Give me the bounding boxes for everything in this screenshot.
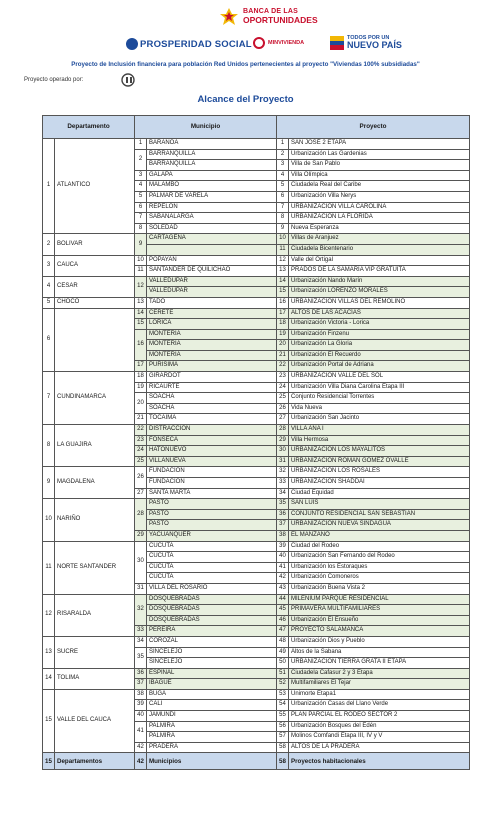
municipio-name: REPELON <box>147 202 277 213</box>
proyecto-name: Urbanización LORENZO MORALES <box>289 287 470 298</box>
municipio-name: PASTO <box>147 509 277 520</box>
proyecto-name: PROYECTO SALAMANCA <box>289 626 470 637</box>
project-title: Proyecto de Inclusión financiera para población Red Unidos pertenecientes al proyecto "Viviendas 100% subsidiadas" <box>71 61 420 68</box>
dept-number: 2 <box>43 234 55 255</box>
nuevo-pais-icon <box>330 36 344 50</box>
proyecto-name: Unimorte Etapa1 <box>289 689 470 700</box>
proyecto-name: PRADOS DE LA SAMARIA VIP GRATUITA <box>289 266 470 277</box>
proyecto-number: 25 <box>277 393 289 404</box>
proyecto-number: 17 <box>277 308 289 319</box>
municipio-number: 12 <box>135 276 147 297</box>
municipio-number: 19 <box>135 382 147 393</box>
proyecto-name: Urbanización Victoria - Lorica <box>289 319 470 330</box>
dept-number: 12 <box>43 594 55 636</box>
bank-crest-icon <box>218 6 240 28</box>
proyecto-number: 57 <box>277 732 289 743</box>
municipio-name: BARRANQUILLA <box>147 149 277 160</box>
dept-number: 13 <box>43 636 55 668</box>
table-footer-row <box>43 753 470 770</box>
proyecto-name: Ciudad del Rodeo <box>289 541 470 552</box>
proyecto-name: Urbanización Buena Vista 2 <box>289 583 470 594</box>
proyecto-name: Urbanización Villa Diana Carolina Etapa III <box>289 382 470 393</box>
dept-number: 7 <box>43 372 55 425</box>
municipio-name: YACUANQUER <box>147 530 277 541</box>
municipio-number: 4 <box>135 181 147 192</box>
municipio-name: CUCUTA <box>147 552 277 563</box>
proyecto-number: 46 <box>277 615 289 626</box>
table-row <box>43 594 470 605</box>
proyecto-number: 2 <box>277 149 289 160</box>
municipio-number: 28 <box>135 499 147 531</box>
municipio-name: LORICA <box>147 319 277 330</box>
dept-name: LA GUAJIRA <box>55 425 135 467</box>
municipio-name: CUCUTA <box>147 562 277 573</box>
municipio-number: 40 <box>135 711 147 722</box>
proyecto-name: PLAN PARCIAL EL RODEO SECTOR 2 <box>289 711 470 722</box>
municipio-name: MALAMBO <box>147 181 277 192</box>
municipio-name: ESPINAL <box>147 668 277 679</box>
minvivienda-icon <box>253 37 265 49</box>
nuevo-pais-line2: NUEVO PAÍS <box>347 40 402 50</box>
municipio-number: 34 <box>135 636 147 647</box>
proyecto-name: Urbanización El Ensueño <box>289 615 470 626</box>
header-municipio: Municipio <box>135 116 277 139</box>
table-row <box>43 372 470 383</box>
municipio-name: CUCUTA <box>147 573 277 584</box>
proyecto-number: 9 <box>277 223 289 234</box>
proyecto-number: 49 <box>277 647 289 658</box>
proyecto-number: 5 <box>277 181 289 192</box>
proyecto-number: 6 <box>277 191 289 202</box>
proyecto-number: 56 <box>277 721 289 732</box>
proyecto-number: 50 <box>277 658 289 669</box>
table-row <box>43 234 470 245</box>
municipio-name: PASTO <box>147 520 277 531</box>
municipio-number: 2 <box>135 149 147 170</box>
municipio-name: VILLA DEL ROSARIO <box>147 583 277 594</box>
operator-logo-icon <box>121 73 137 87</box>
proyecto-number: 43 <box>277 583 289 594</box>
municipio-name: FUNDACION <box>147 478 277 489</box>
proyecto-number: 26 <box>277 403 289 414</box>
dept-number: 11 <box>43 541 55 594</box>
dept-number: 8 <box>43 425 55 467</box>
municipio-number: 6 <box>135 202 147 213</box>
dept-name: RISARALDA <box>55 594 135 636</box>
proyecto-number: 19 <box>277 329 289 340</box>
municipio-name: IBAGUE <box>147 679 277 690</box>
proyecto-name: SAN LUIS <box>289 499 470 510</box>
proyecto-number: 31 <box>277 456 289 467</box>
proyecto-number: 13 <box>277 266 289 277</box>
proyecto-name: URBANIZACIÓN LOS ROSALES <box>289 467 470 478</box>
municipio-number: 27 <box>135 488 147 499</box>
proyecto-name: Villa Hermosa <box>289 435 470 446</box>
municipio-number: 8 <box>135 223 147 234</box>
municipio-number: 41 <box>135 721 147 742</box>
municipio-name: DOSQUEBRADAS <box>147 594 277 605</box>
municipio-number: 36 <box>135 668 147 679</box>
municipio-number: 20 <box>135 393 147 414</box>
proyecto-name: SAN JOSÉ 2 ETAPA <box>289 139 470 150</box>
municipio-name: SINCELEJO <box>147 647 277 658</box>
municipio-name: PURISIMA <box>147 361 277 372</box>
proyecto-name: URBANIZACIÓN LOS MAYALITOS <box>289 446 470 457</box>
proyecto-number: 42 <box>277 573 289 584</box>
municipio-name: SOACHA <box>147 393 277 404</box>
prosperidad-logo-text: PROSPERIDAD SOCIAL <box>140 39 252 50</box>
proyecto-name: URBANIZACIÓN VILLA CAROLINA <box>289 202 470 213</box>
bank-name-line2: OPORTUNIDADES <box>243 15 318 25</box>
municipio-name: CARTAGENA <box>147 234 277 245</box>
municipio-number: 13 <box>135 297 147 308</box>
municipio-name: MONTERIA <box>147 350 277 361</box>
municipio-name: MONTERIA <box>147 340 277 351</box>
municipio-number: 38 <box>135 689 147 700</box>
proyecto-name: MILENIUM PARQUE RESIDENCIAL <box>289 594 470 605</box>
municipio-name: MONTERIA <box>147 329 277 340</box>
header-departamento: Departamento <box>43 116 135 139</box>
municipio-number: 22 <box>135 425 147 436</box>
municipio-number: 31 <box>135 583 147 594</box>
proyecto-name: Ciudadela Cafasur 2 y 3 Etapa <box>289 668 470 679</box>
table-row <box>43 139 470 150</box>
proyecto-number: 20 <box>277 340 289 351</box>
table-row <box>43 467 470 478</box>
proyecto-name: URBANIZACIÓN VILLAS DEL REMOLINO <box>289 297 470 308</box>
proyecto-name: Urbanización Portal de Adriana <box>289 361 470 372</box>
section-title: Alcance del Proyecto <box>197 94 294 105</box>
municipio-name: GIRARDOT <box>147 372 277 383</box>
table-row <box>43 668 470 679</box>
proyecto-name: Ciudadela Bicentenario <box>289 244 470 255</box>
proyecto-name: URBANIZACIÓN VALLE DEL SOL <box>289 372 470 383</box>
proyecto-name: Urbanización Las Gardenias <box>289 149 470 160</box>
table-row <box>43 636 470 647</box>
proyecto-name: Altos de la Sabana <box>289 647 470 658</box>
table-row <box>43 425 470 436</box>
municipio-number: 32 <box>135 594 147 626</box>
municipio-name: GALAPA <box>147 170 277 181</box>
proyecto-name: Ciudad Equidad <box>289 488 470 499</box>
proyecto-name: Multifamiliares El Tejar <box>289 679 470 690</box>
proyecto-name: Nueva Esperanza <box>289 223 470 234</box>
dept-number: 4 <box>43 276 55 297</box>
proyecto-number: 34 <box>277 488 289 499</box>
proyecto-name: Urbanización San Fernando del Rodeo <box>289 552 470 563</box>
proyecto-number: 54 <box>277 700 289 711</box>
municipio-number: 42 <box>135 742 147 753</box>
municipio-number: 35 <box>135 647 147 668</box>
municipio-name: CERETE <box>147 308 277 319</box>
table-row <box>43 689 470 700</box>
table-row <box>43 255 470 266</box>
municipio-name: TADO <box>147 297 277 308</box>
proyecto-number: 58 <box>277 742 289 753</box>
dept-name: MAGDALENA <box>55 467 135 499</box>
municipio-name: VALLEDUPAR <box>147 287 277 298</box>
municipio-number: 10 <box>135 255 147 266</box>
proyecto-number: 14 <box>277 276 289 287</box>
dept-number: 10 <box>43 499 55 541</box>
dept-name: NARIÑO <box>55 499 135 541</box>
proyecto-number: 21 <box>277 350 289 361</box>
table-row <box>43 308 470 319</box>
municipio-name: RICAURTE <box>147 382 277 393</box>
proyecto-name: Urbanización Bosques del Edén <box>289 721 470 732</box>
dept-name: CESAR <box>55 276 135 297</box>
municipio-name: SANTANDER DE QUILICHAO <box>147 266 277 277</box>
municipio-name: DOSQUEBRADAS <box>147 615 277 626</box>
municipio-number: 21 <box>135 414 147 425</box>
bank-name-line1: BANCA DE LAS <box>243 8 299 15</box>
dept-number: 9 <box>43 467 55 499</box>
header-proyecto: Proyecto <box>277 116 470 139</box>
proyecto-number: 37 <box>277 520 289 531</box>
proyecto-name: Urbanización La Gloria <box>289 340 470 351</box>
municipio-name: PALMAR DE VARELA <box>147 191 277 202</box>
proyecto-name: Urbanización Casas del Llano Verde <box>289 700 470 711</box>
municipio-number: 17 <box>135 361 147 372</box>
municipio-name: DISTRACCION <box>147 425 277 436</box>
proyecto-number: 51 <box>277 668 289 679</box>
municipio-number: 29 <box>135 530 147 541</box>
proyecto-number: 4 <box>277 170 289 181</box>
municipio-name: HATONUEVO <box>147 446 277 457</box>
proyecto-number: 39 <box>277 541 289 552</box>
municipio-number: 5 <box>135 191 147 202</box>
proyecto-name: Urbanización Villa Nerys <box>289 191 470 202</box>
dept-name: CHOCO <box>55 297 135 308</box>
proyecto-name: ALTOS DE LAS ACACÍAS <box>289 308 470 319</box>
proyecto-number: 48 <box>277 636 289 647</box>
table-header-row <box>43 116 470 139</box>
proyecto-number: 35 <box>277 499 289 510</box>
municipio-number: 25 <box>135 456 147 467</box>
municipio-name: TOCAIMA <box>147 414 277 425</box>
municipio-name: CUCUTA <box>147 541 277 552</box>
municipio-name: SOACHA <box>147 403 277 414</box>
proyecto-number: 16 <box>277 297 289 308</box>
proyecto-number: 7 <box>277 202 289 213</box>
dept-number: 14 <box>43 668 55 689</box>
proyecto-number: 3 <box>277 160 289 171</box>
proyecto-number: 41 <box>277 562 289 573</box>
dept-name: NORTE SANTANDER <box>55 541 135 594</box>
table-row <box>43 276 470 287</box>
proyecto-name: Conjunto Residencial Torrentes <box>289 393 470 404</box>
minvivienda-logo-text: MINVIVIENDA <box>268 40 305 46</box>
municipio-number: 26 <box>135 467 147 488</box>
municipio-number: 18 <box>135 372 147 383</box>
proyecto-name: URBANIZACION TIERRA GRATA II ETAPA <box>289 658 470 669</box>
municipio-name: VILLANUEVA <box>147 456 277 467</box>
municipio-name: BARRANQUILLA <box>147 160 277 171</box>
proyecto-name: EL MANZANO <box>289 530 470 541</box>
municipio-name: BARANOA <box>147 139 277 150</box>
dept-number: 1 <box>43 139 55 234</box>
proyecto-number: 47 <box>277 626 289 637</box>
municipio-name: SABANALARGA <box>147 213 277 224</box>
proyecto-number: 15 <box>277 287 289 298</box>
municipio-name: SOLEDAD <box>147 223 277 234</box>
proyecto-number: 24 <box>277 382 289 393</box>
municipio-number: 14 <box>135 308 147 319</box>
proyecto-number: 28 <box>277 425 289 436</box>
dept-number: 6 <box>43 308 55 372</box>
proyecto-number: 18 <box>277 319 289 330</box>
municipio-name: POPAYAN <box>147 255 277 266</box>
proyecto-number: 36 <box>277 509 289 520</box>
municipio-name: SANTA MARTA <box>147 488 277 499</box>
proyecto-name: Urbanización Comoneros <box>289 573 470 584</box>
municipio-name: PALMIRA <box>147 732 277 743</box>
dept-name: CAUCA <box>55 255 135 276</box>
municipio-name: SINCELEJO <box>147 658 277 669</box>
operated-by-label: Proyecto operado por: <box>24 77 84 83</box>
municipio-number: 24 <box>135 446 147 457</box>
proyecto-number: 32 <box>277 467 289 478</box>
proyecto-number: 11 <box>277 244 289 255</box>
proyecto-number: 40 <box>277 552 289 563</box>
municipio-name: PASTO <box>147 499 277 510</box>
prosperidad-icon <box>126 38 138 50</box>
proyecto-name: Vida Nueva <box>289 403 470 414</box>
proyecto-name: Urbanización Finzenu <box>289 329 470 340</box>
municipio-number: 37 <box>135 679 147 690</box>
proyecto-name: Urbanización El Recuerdo <box>289 350 470 361</box>
proyecto-name: Villa de San Pablo <box>289 160 470 171</box>
dept-number: 15 <box>43 689 55 753</box>
municipio-number: 7 <box>135 213 147 224</box>
proyecto-number: 38 <box>277 530 289 541</box>
proyecto-name: Urbanización San Jacinto <box>289 414 470 425</box>
proyecto-name: URBANIZACIÓN NUEVA SINDAGUA <box>289 520 470 531</box>
dept-name: VALLE DEL CAUCA <box>55 689 135 753</box>
municipio-name: VALLEDUPAR <box>147 276 277 287</box>
proyecto-name: CONJUNTO RESIDENCIAL SAN SEBASTIAN <box>289 509 470 520</box>
municipio-number: 3 <box>135 170 147 181</box>
dept-name: SUCRE <box>55 636 135 668</box>
scope-table <box>42 115 470 770</box>
municipio-number: 16 <box>135 329 147 361</box>
proyecto-number: 44 <box>277 594 289 605</box>
proyecto-name: URBANIZACIÓN SHADDAI <box>289 478 470 489</box>
municipio-name: BUGA <box>147 689 277 700</box>
proyecto-number: 1 <box>277 139 289 150</box>
partner-logos <box>0 35 491 57</box>
municipio-name: FONSECA <box>147 435 277 446</box>
proyecto-name: Villas de Aranjuez <box>289 234 470 245</box>
dept-name: TOLIMA <box>55 668 135 689</box>
proyecto-name: Urbanización Nando Marín <box>289 276 470 287</box>
municipio-name: JAMUNDI <box>147 711 277 722</box>
municipio-number: 15 <box>135 319 147 330</box>
municipio-name: DOSQUEBRADAS <box>147 605 277 616</box>
proyecto-number: 30 <box>277 446 289 457</box>
dept-name: ATLANTICO <box>55 139 135 234</box>
proyecto-name: Villa Olímpica <box>289 170 470 181</box>
municipio-name: PRADERA <box>147 742 277 753</box>
municipio-number: 9 <box>135 234 147 255</box>
proyecto-name: Urbanización Dios y Pueblo <box>289 636 470 647</box>
dept-number: 5 <box>43 297 55 308</box>
proyecto-number: 29 <box>277 435 289 446</box>
proyecto-number: 10 <box>277 234 289 245</box>
dept-name <box>55 308 135 372</box>
dept-name: CUNDINAMARCA <box>55 372 135 425</box>
footer-proj-count: 58 <box>277 753 289 770</box>
footer-mun-label: Municipios <box>147 753 277 770</box>
proyecto-number: 8 <box>277 213 289 224</box>
municipio-number: 30 <box>135 541 147 583</box>
proyecto-number: 12 <box>277 255 289 266</box>
municipio-name: FUNDACION <box>147 467 277 478</box>
footer-mun-count: 42 <box>135 753 147 770</box>
footer-dept-count: 15 <box>43 753 55 770</box>
proyecto-number: 33 <box>277 478 289 489</box>
bank-logo <box>218 6 348 36</box>
proyecto-number: 22 <box>277 361 289 372</box>
dept-name: BOLIVAR <box>55 234 135 255</box>
proyecto-number: 53 <box>277 689 289 700</box>
footer-dept-label: Departamentos <box>55 753 135 770</box>
municipio-number: 23 <box>135 435 147 446</box>
municipio-name: COROZAL <box>147 636 277 647</box>
municipio-name: PALMIRA <box>147 721 277 732</box>
proyecto-name: ALTOS DE LA PRADERA <box>289 742 470 753</box>
municipio-number: 11 <box>135 266 147 277</box>
municipio-number: 1 <box>135 139 147 150</box>
footer-proj-label: Proyectos habitacionales <box>289 753 470 770</box>
proyecto-number: 52 <box>277 679 289 690</box>
proyecto-name: Ciudadela Real del Caribe <box>289 181 470 192</box>
proyecto-number: 55 <box>277 711 289 722</box>
proyecto-name: VILLA ANA I <box>289 425 470 436</box>
proyecto-number: 45 <box>277 605 289 616</box>
proyecto-name: Valle del Ortigal <box>289 255 470 266</box>
proyecto-number: 23 <box>277 372 289 383</box>
table-row <box>43 499 470 510</box>
proyecto-number: 27 <box>277 414 289 425</box>
proyecto-name: Urbanización los Estoraques <box>289 562 470 573</box>
nuevo-pais-line1: TODOS POR UN <box>347 35 390 41</box>
municipio-number: 33 <box>135 626 147 637</box>
proyecto-name: URBANIZACIÓN ROMAN GÓMEZ OVALLE <box>289 456 470 467</box>
table-row <box>43 541 470 552</box>
proyecto-name: Molinos Comfandi Etapa III, IV y V <box>289 732 470 743</box>
municipio-number: 39 <box>135 700 147 711</box>
municipio-name: PEREIRA <box>147 626 277 637</box>
proyecto-name: PRIMAVERA MULTIFAMILIARES <box>289 605 470 616</box>
municipio-name <box>147 244 277 255</box>
dept-number: 3 <box>43 255 55 276</box>
municipio-name: CALI <box>147 700 277 711</box>
table-row <box>43 297 470 308</box>
proyecto-name: URBANIZACIÓN LA FLORIDA <box>289 213 470 224</box>
